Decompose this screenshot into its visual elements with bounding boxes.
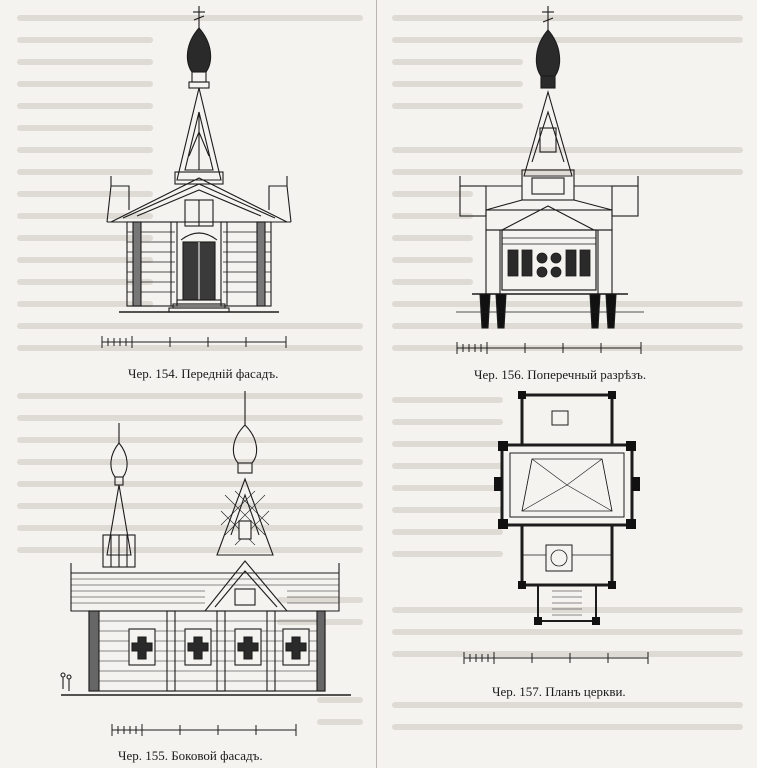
figure-caption: Чер. 156. Поперечный разрѣзъ. xyxy=(474,367,647,382)
side-facade-drawing xyxy=(55,385,355,715)
scale-bar xyxy=(462,650,652,666)
cross-section-drawing xyxy=(452,0,652,330)
figure-caption: Чер. 157. Планъ церкви. xyxy=(492,684,626,699)
scale-bar xyxy=(100,334,290,350)
scale-bar xyxy=(455,340,645,356)
figure-caption: Чер. 154. Передній фасадъ. xyxy=(128,366,279,381)
scale-bar xyxy=(110,722,300,738)
column-gutter xyxy=(376,0,377,768)
church-plan-drawing xyxy=(492,385,642,635)
front-facade-drawing xyxy=(93,0,313,320)
figure-caption: Чер. 155. Боковой фасадъ. xyxy=(118,748,263,763)
